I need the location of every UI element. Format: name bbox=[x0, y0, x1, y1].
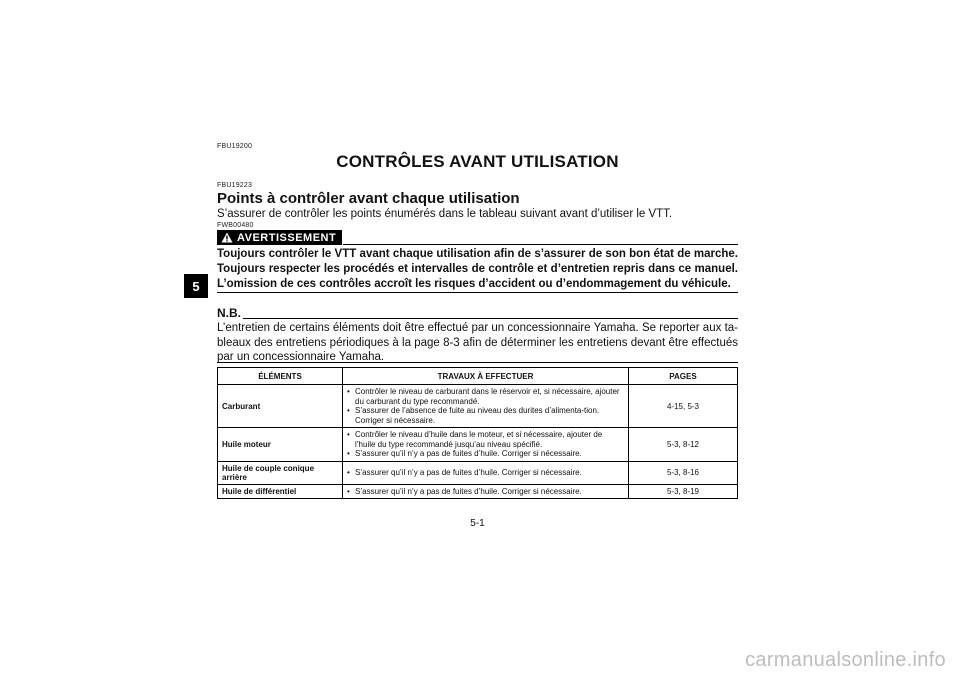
warning-label: AVERTISSEMENT bbox=[237, 231, 337, 244]
tasks-cell bbox=[343, 484, 629, 499]
task-item: • Contrôler le niveau d’huile dans le moteur, et si nécessaire, ajouter de l’huile du type recommandé jusqu’au niveau spécifié. bbox=[347, 430, 624, 449]
section-intro: S’assurer de contrôler les points énumérés dans le tableau suivant avant d’utiliser le VTT. bbox=[217, 208, 673, 220]
pages-cell: 4-15, 5-3 bbox=[629, 385, 738, 428]
note-header bbox=[217, 306, 738, 319]
warning-bottom-rule bbox=[217, 292, 738, 293]
task-item: • S’assurer qu’il n’y a pas de fuites d’huile. Corriger si nécessaire. bbox=[347, 468, 624, 478]
page-title: CONTRÔLES AVANT UTILISATION bbox=[336, 152, 619, 171]
column-header-tasks: TRAVAUX À EFFECTUER bbox=[343, 368, 629, 385]
task-item: • S’assurer qu’il n’y a pas de fuites d’huile. Corriger si nécessaire. bbox=[347, 487, 624, 497]
note-divider bbox=[243, 318, 738, 319]
section-code: FBU19223 bbox=[217, 182, 253, 189]
watermark: carmanualsonline.info bbox=[745, 649, 946, 671]
warning-code: FWB00480 bbox=[217, 222, 254, 229]
warning-text: Toujours contrôler le VTT avant chaque utilisation afin de s’assurer de son bon état de marche. Toujours respecter les procédés et intervalles de contrôle et d’entretien repris dans ce manuel. L’omission de ces contrôles accroît les risques d’accident ou d’endommagement du véhicule. bbox=[217, 248, 738, 291]
task-item: • Contrôler le niveau de carburant dans le réservoir et, si nécessaire, ajouter du carburant du type recommandé. bbox=[347, 387, 624, 406]
table-row bbox=[218, 385, 738, 428]
warning-badge bbox=[217, 230, 342, 245]
table-row bbox=[218, 461, 738, 484]
item-cell: Huile de couple conique arrière bbox=[218, 461, 343, 484]
column-header-items: ÉLÉMENTS bbox=[218, 368, 343, 385]
task-item: • S’assurer de l’absence de fuite au niveau des durites d’alimenta-tion. Corriger si nécessaire. bbox=[347, 406, 624, 425]
task-item: • S’assurer qu’il n’y a pas de fuites d’huile. Corriger si nécessaire. bbox=[347, 449, 624, 459]
tasks-cell bbox=[343, 428, 629, 462]
tasks-cell bbox=[343, 461, 629, 484]
pages-cell: 5-3, 8-16 bbox=[629, 461, 738, 484]
table-row bbox=[218, 484, 738, 499]
warning-divider bbox=[343, 244, 738, 245]
item-cell: Huile de différentiel bbox=[218, 484, 343, 499]
section-heading: Points à contrôler avant chaque utilisation bbox=[217, 190, 520, 207]
item-cell: Huile moteur bbox=[218, 428, 343, 462]
header-code: FBU19200 bbox=[217, 143, 253, 150]
item-cell: Carburant bbox=[218, 385, 343, 428]
warning-triangle-icon bbox=[221, 232, 233, 243]
table-header-row bbox=[218, 368, 738, 385]
note-text: L’entretien de certains éléments doit être effectué par un concessionnaire Yamaha. Se reporter aux ta-bleaux des entretiens périodiques à la page 8-3 afin de déterminer les entretiens devant être effectués par un concessionnaire Yamaha. bbox=[217, 322, 738, 363]
pages-cell: 5-3, 8-12 bbox=[629, 428, 738, 462]
pages-cell: 5-3, 8-19 bbox=[629, 484, 738, 499]
table-row bbox=[218, 428, 738, 462]
column-header-pages: PAGES bbox=[629, 368, 738, 385]
page-number: 5-1 bbox=[470, 518, 485, 529]
pre-operation-checklist-table bbox=[217, 367, 738, 499]
warning-header bbox=[217, 230, 738, 245]
note-bottom-rule bbox=[217, 362, 738, 363]
tasks-cell bbox=[343, 385, 629, 428]
chapter-tab: 5 bbox=[184, 274, 208, 298]
note-label: N.B. bbox=[217, 306, 241, 320]
